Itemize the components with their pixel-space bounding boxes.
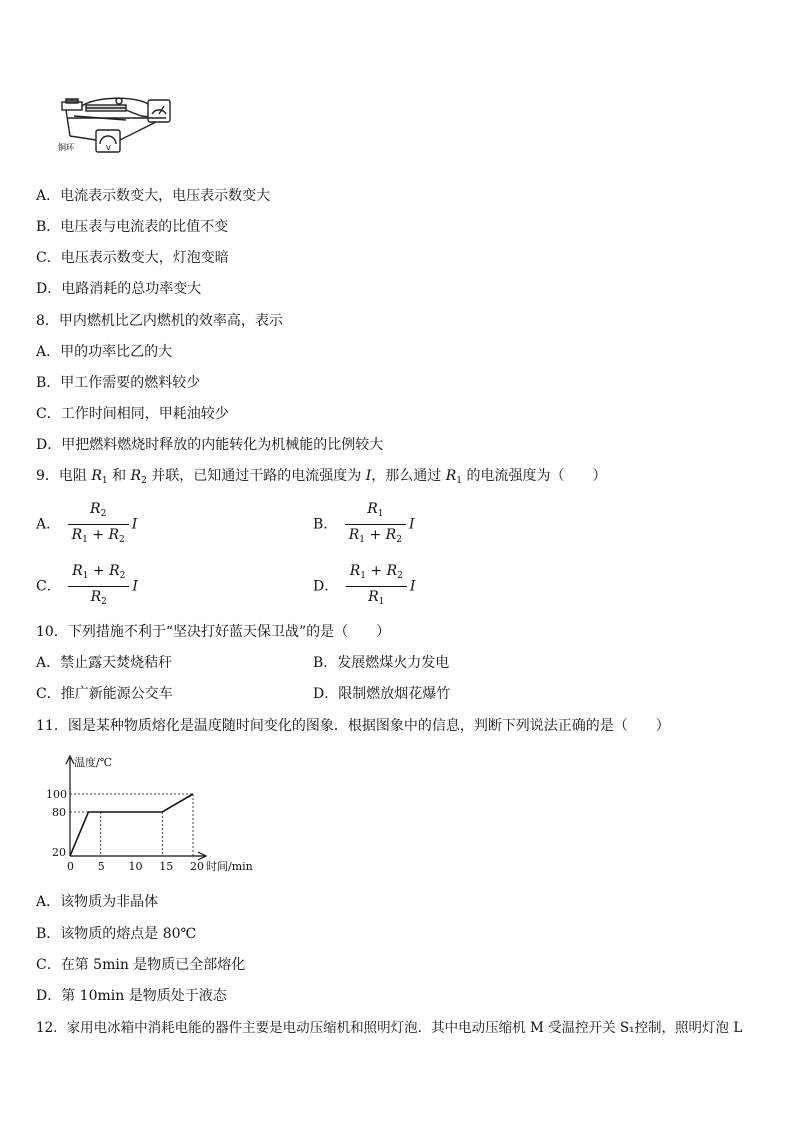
q7-option-c: C．电压表示数变大，灯泡变暗 xyxy=(36,250,229,266)
voltmeter-label: V xyxy=(106,144,111,152)
q10-option-d: D．限制燃放烟花爆竹 xyxy=(313,686,451,702)
x-axis-label: 时间/min xyxy=(206,860,253,873)
q10-option-a: A．禁止露天焚烧秸秆 xyxy=(36,655,173,671)
y-tick-label: 100 xyxy=(46,788,67,801)
q7-option-a: A．电流表示数变大，电压表示数变大 xyxy=(36,188,271,204)
y-tick-label: 80 xyxy=(52,806,66,819)
q9-stem: 9．电阻 $R_1$ 和 $R_2$ 并联，已知通过干路的电流强度为 I，那么通过 $R_1$ 的电流强度为（ ） xyxy=(36,468,607,486)
q9-option-a: A． $\frac{R_2}{R_1 + R_2}$ I xyxy=(36,501,138,545)
q10-option-b: B．发展燃煤火力发电 xyxy=(313,655,450,671)
q9-option-d: D． $\frac{R_1 + R_2}{R_1}$ I xyxy=(313,563,416,607)
q10-option-c: C．推广新能源公交车 xyxy=(36,686,173,702)
q8-option-a: A．甲的功率比乙的大 xyxy=(36,344,173,360)
x-tick-label: 10 xyxy=(128,860,143,873)
x-tick-label: 5 xyxy=(97,860,105,873)
q7-option-d: D．电路消耗的总功率变大 xyxy=(36,281,202,297)
y-tick-label: 20 xyxy=(52,846,66,859)
q11-option-d: D．第 10min 是物质处于液态 xyxy=(36,988,227,1004)
x-tick-label: 15 xyxy=(159,860,174,873)
q11-option-a: A．该物质为非晶体 xyxy=(36,894,159,910)
q11-option-c: C．在第 5min 是物质已全部熔化 xyxy=(36,957,246,973)
q12-stem: 12．家用电冰箱中消耗电能的器件主要是电动压缩机和照明灯泡．其中电动压缩机 M 受温控开关 S₁控制，照明灯泡 L xyxy=(36,1020,743,1036)
q8-option-d: D．甲把燃料燃烧时释放的内能转化为机械能的比例较大 xyxy=(36,437,384,453)
circuit-figure xyxy=(56,96,176,158)
q9-option-c: C． $\frac{R_1 + R_2}{R_2}$ I xyxy=(36,563,138,607)
x-tick-label: 20 xyxy=(190,860,204,873)
q8-option-b: B．甲工作需要的燃料较少 xyxy=(36,375,201,391)
q11-stem: 11．图是某种物质熔化是温度随时间变化的图象．根据图象中的信息，判断下列说法正确的是（ ） xyxy=(36,718,670,734)
q7-option-b: B．电压表与电流表的比值不变 xyxy=(36,219,229,235)
temperature-curve xyxy=(70,794,193,856)
y-axis-label: 温度/℃ xyxy=(74,756,113,769)
q9-option-b: B． $\frac{R_1}{R_1 + R_2}$ I xyxy=(313,501,415,545)
q10-stem: 10．下列措施不利于“坚决打好蓝天保卫战”的是（ ） xyxy=(36,624,391,640)
q11-option-b: B．该物质的熔点是 80℃ xyxy=(36,926,197,942)
x-tick-label: 0 xyxy=(67,860,74,873)
copper-ring-label: 铜环 xyxy=(58,143,74,152)
q8-option-c: C．工作时间相同，甲耗油较少 xyxy=(36,406,229,422)
q8-stem: 8．甲内燃机比乙内燃机的效率高，表示 xyxy=(36,313,283,329)
melting-graph xyxy=(46,752,266,876)
